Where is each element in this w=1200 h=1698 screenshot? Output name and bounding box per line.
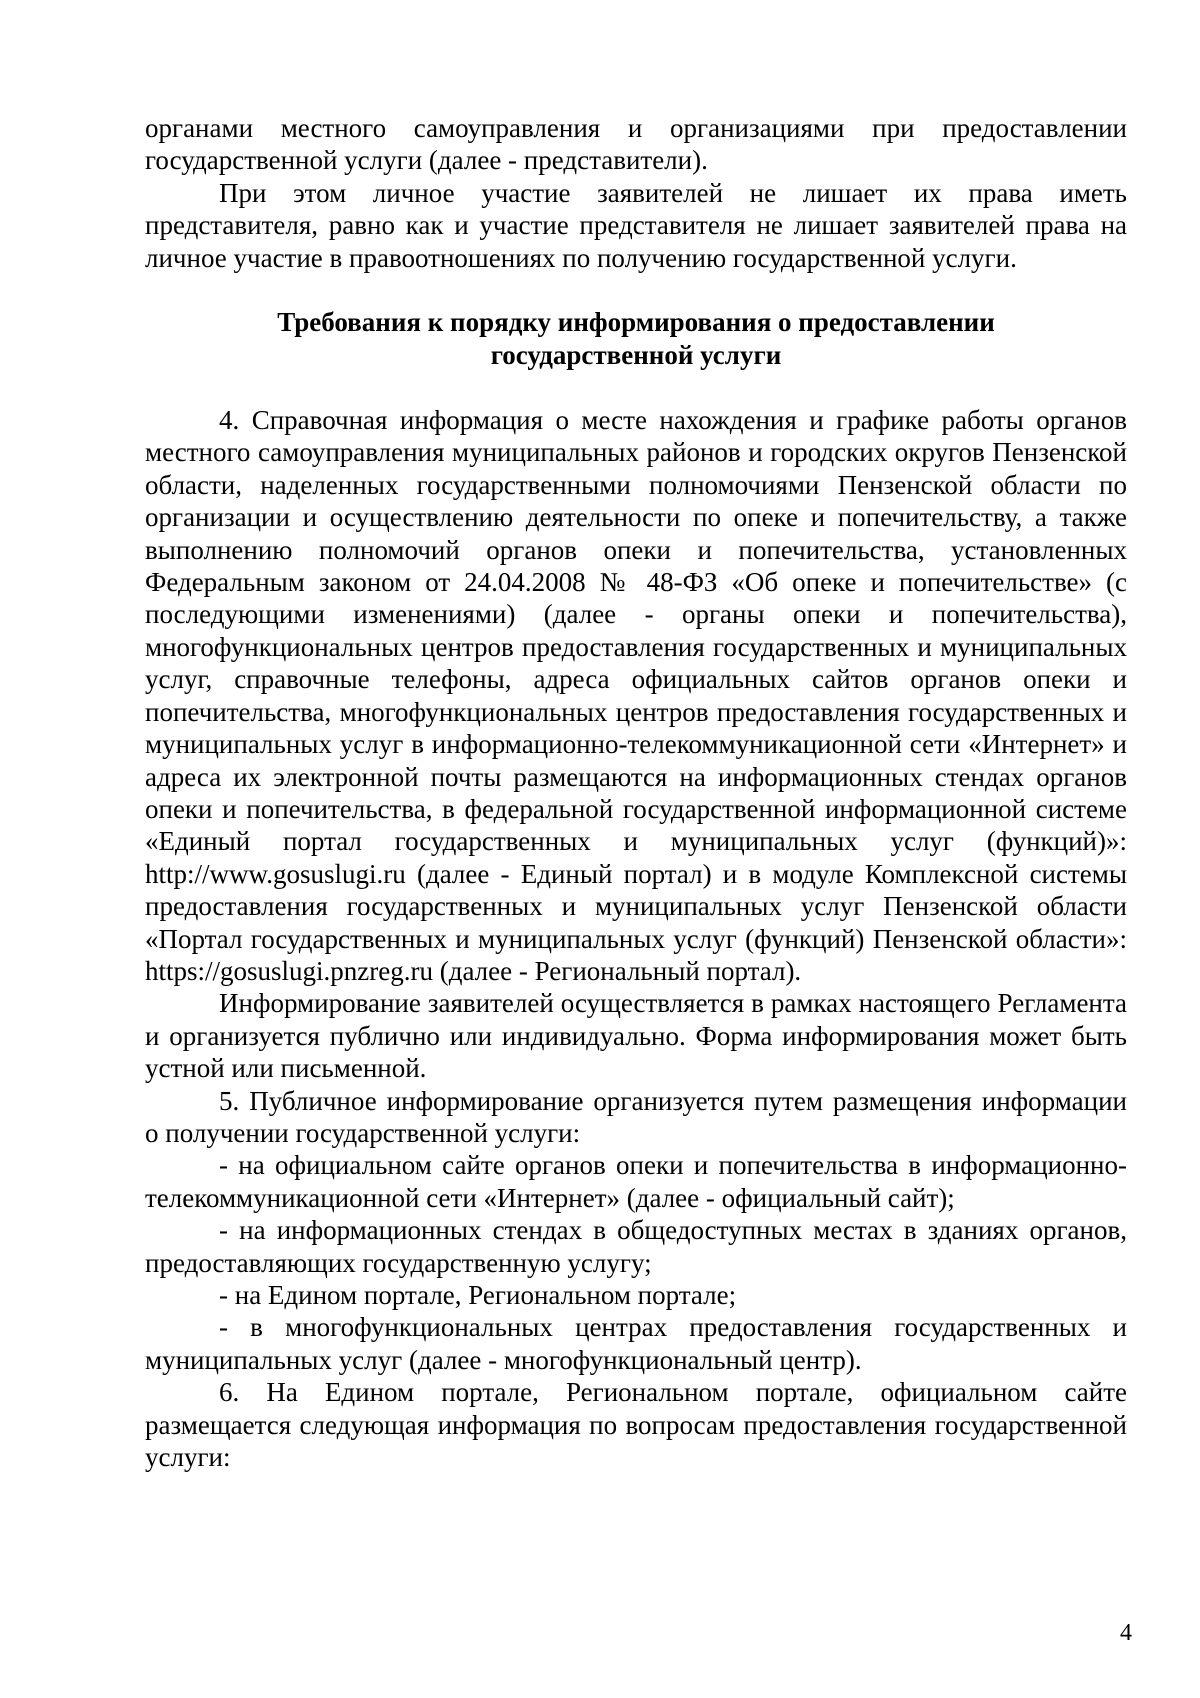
section-heading-line-1: Требования к порядку информирования о предоставлении [277,307,995,338]
page-number: 4 [1120,1620,1132,1646]
paragraph-representative-participation: При этом личное участие заявителей не лишает их права иметь представителя, равно как и участие представителя не лишает заявителей права на личное участие в правоотношениях по получению государственной услуги. [145,177,1127,273]
list-item-portals: - на Едином портале, Региональном портале; [219,1280,737,1310]
paragraph-item-4: 4. Справочная информация о месте нахождения и графике работы органов местного самоуправления муниципальных районов и городских округов Пензенской области, наделенных государственными полномочиями Пензенской области по организации и осуществлению деятельности по опеке и попечительству, а также выполнению полномочий органов опеки и попечительства, установленных Федеральным законом от 24.04.2008 № 48-ФЗ «Об опеке и попечительстве» (с последующими изменениями) (далее - органы опеки и попечительства), многофункциональных центров предоставления государственных и муниципальных услуг, справочные телефоны, адреса официальных сайтов органов опеки и попечительства, многофункциональных центров предоставления государственных и муниципальных услуг в информационно-телекоммуникационной сети «Интернет» и адреса их электронной почты размещаются на информационных стендах органов опеки и попечительства, в федеральной государственной информационной системе «Единый портал государственных и муниципальных услуг (функций)»: http://www.gosuslugi.ru (далее - Единый портал) и в модуле Комплексной системы предоставления государственных и муниципальных услуг Пензенской области «Портал государственных и муниципальных услуг (функций) Пензенской области»: https://gosuslugi.pnzreg.ru (далее - Региональный портал). [145,405,1127,986]
section-heading [145,306,1127,372]
paragraph-item-5: 5. Публичное информирование организуется путем размещения информации о получении государственной услуги: [145,1085,1127,1148]
list-item-mfc: - в многофункциональных центрах предоставления государственных и муниципальных услуг (далее - многофункциональный центр). [145,1312,1127,1375]
paragraph-continuation: органами местного самоуправления и организациями при предоставлении государственной услуги (далее - представители). [145,113,1127,176]
list-item-official-site: - на официальном сайте органов опеки и попечительства в информационно-телекоммуникационной сети «Интернет» (далее - официальный сайт); [145,1150,1127,1213]
section-heading-line-2: государственной услуги [490,340,782,371]
paragraph-item-6: 6. На Едином портале, Региональном портале, официальном сайте размещается следующая информация по вопросам предоставления государственной услуги: [145,1377,1127,1473]
list-item-info-stands: - на информационных стендах в общедоступных местах в зданиях органов, предоставляющих государственную услугу; [145,1215,1127,1278]
paragraph-informing: Информирование заявителей осуществляется в рамках настоящего Регламента и организуется публично или индивидуально. Форма информирования может быть устной или письменной. [145,988,1127,1084]
document-body [145,112,1127,1473]
